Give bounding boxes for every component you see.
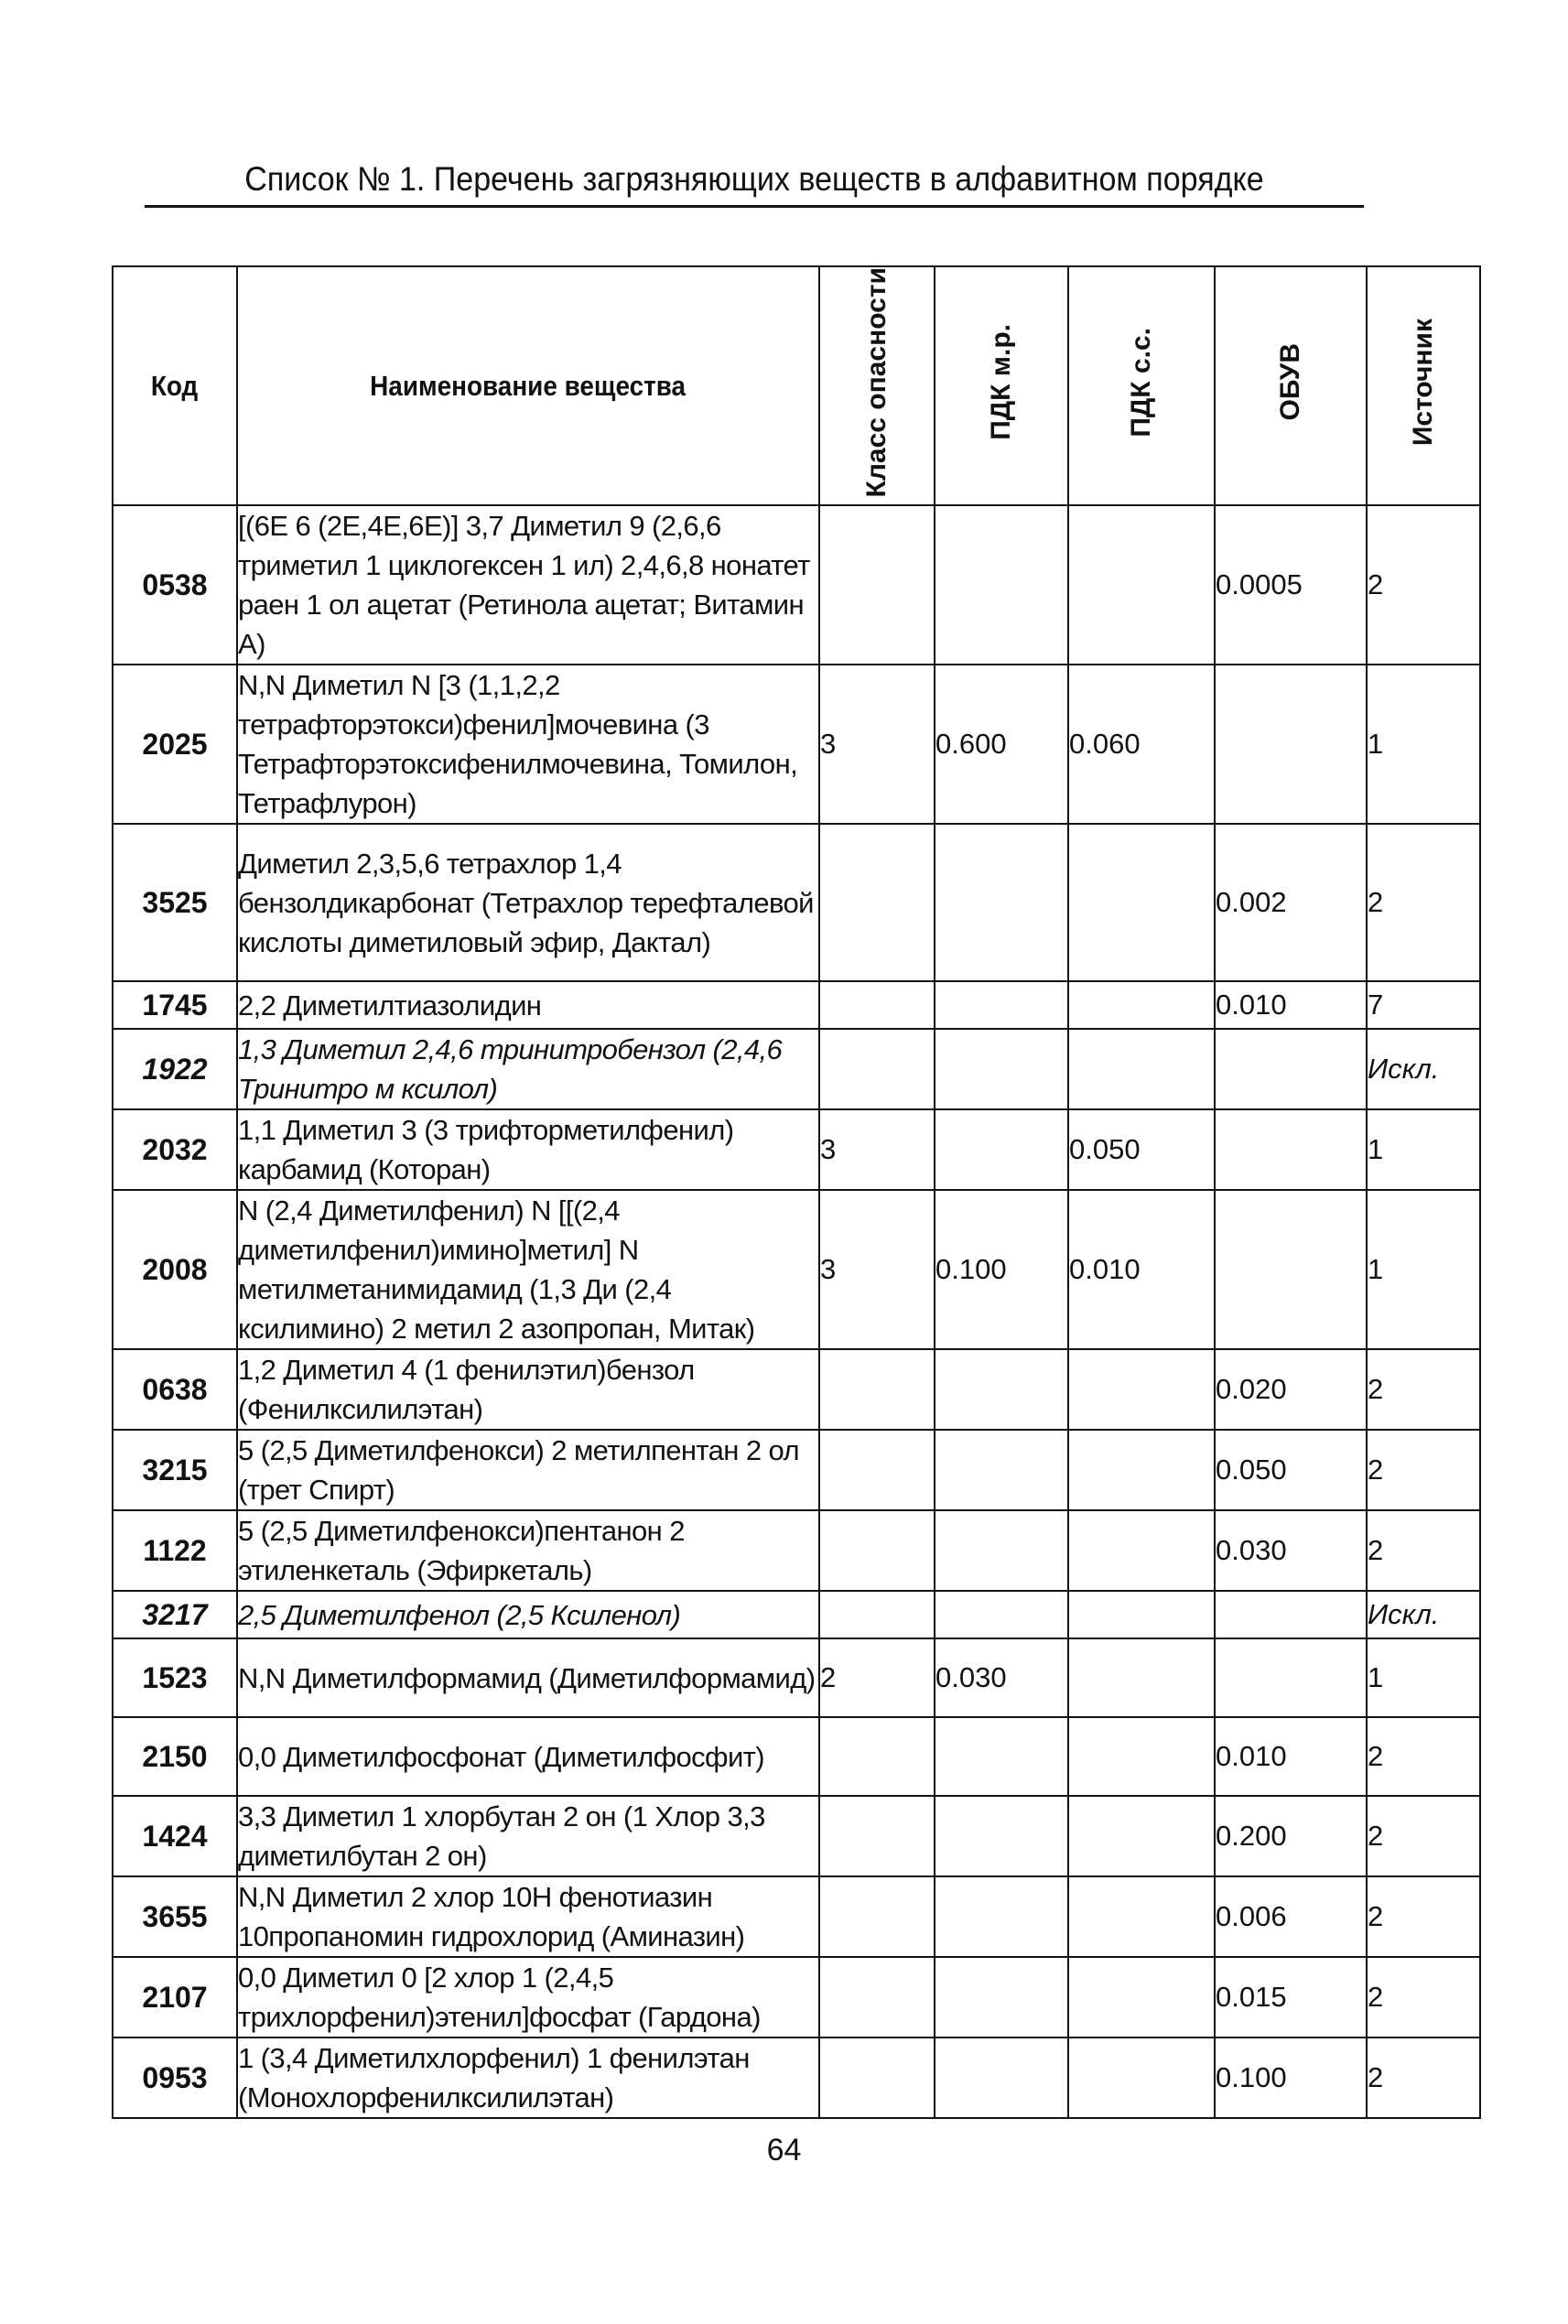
pdk-mr-value: 0.600 [935, 665, 1068, 824]
pdk-ss-value: 0.060 [1068, 665, 1215, 824]
obuv-value: 0.002 [1215, 824, 1367, 981]
pdk-ss-value [1068, 1638, 1215, 1717]
table-row [113, 1638, 1480, 1717]
pdk-mr-value [935, 981, 1068, 1029]
table-row [113, 1190, 1480, 1349]
col-header-pdk-mr: ПДК м.р. [935, 266, 1068, 505]
hazard-class-value: 3 [819, 1109, 935, 1190]
pdk-mr-value [935, 1957, 1068, 2038]
source-value: 1 [1367, 665, 1480, 824]
source-value: 2 [1367, 1349, 1480, 1430]
substance-code: 2032 [113, 1109, 237, 1190]
pdk-mr-value [935, 1510, 1068, 1591]
substance-code: 2150 [113, 1717, 237, 1796]
obuv-value: 0.0005 [1215, 505, 1367, 665]
substance-name: N,N Диметил N [3 (1,1,2,2 тетрафторэтокси)фенил]мочевина (3 Тетрафторэтоксифенилмочевина, Томилон, Тетрафлурон) [237, 665, 819, 824]
pdk-ss-value [1068, 2038, 1215, 2118]
col-header-pdk-ss: ПДК с.с. [1068, 266, 1215, 505]
substance-name: 5 (2,5 Диметилфенокси)пентанон 2 этиленкеталь (Эфиркеталь) [237, 1510, 819, 1591]
pdk-ss-value: 0.010 [1068, 1190, 1215, 1349]
pdk-ss-value [1068, 981, 1215, 1029]
pdk-mr-value [935, 1796, 1068, 1876]
obuv-value [1215, 1029, 1367, 1109]
obuv-value [1215, 1109, 1367, 1190]
table-row [113, 1876, 1480, 1957]
substance-code: 2025 [113, 665, 237, 824]
table-row [113, 824, 1480, 981]
source-value: 2 [1367, 1876, 1480, 1957]
substance-name: N,N Диметилформамид (Диметилформамид) [237, 1638, 819, 1717]
substance-code: 2008 [113, 1190, 237, 1349]
hazard-class-value: 2 [819, 1638, 935, 1717]
table-row [113, 1591, 1480, 1638]
source-value: 1 [1367, 1190, 1480, 1349]
obuv-value: 0.100 [1215, 2038, 1367, 2118]
table-row [113, 1349, 1480, 1430]
substance-name: 2,5 Диметилфенол (2,5 Ксиленол) [237, 1591, 819, 1638]
pdk-mr-value [935, 1029, 1068, 1109]
pdk-ss-value: 0.050 [1068, 1109, 1215, 1190]
pdk-ss-value [1068, 1430, 1215, 1510]
table-row [113, 1109, 1480, 1190]
substance-name: Диметил 2,3,5,6 тетрахлор 1,4 бензолдикарбонат (Тетрахлор терефталевой кислоты диметиловый эфир, Дактал) [237, 824, 819, 981]
substance-name: 1 (3,4 Диметилхлорфенил) 1 фенилэтан (Монохлорфенилксилилэтан) [237, 2038, 819, 2118]
pdk-ss-value [1068, 824, 1215, 981]
obuv-value: 0.010 [1215, 981, 1367, 1029]
table-row [113, 1510, 1480, 1591]
substance-code: 1922 [113, 1029, 237, 1109]
source-value: 2 [1367, 824, 1480, 981]
hazard-class-value [819, 1029, 935, 1109]
source-value: Искл. [1367, 1591, 1480, 1638]
table-body [113, 505, 1480, 2118]
substance-code: 0538 [113, 505, 237, 665]
obuv-value: 0.020 [1215, 1349, 1367, 1430]
substance-name: 1,2 Диметил 4 (1 фенилэтил)бензол (Фенилксилилэтан) [237, 1349, 819, 1430]
pdk-ss-value [1068, 1796, 1215, 1876]
substance-name: N (2,4 Диметилфенил) N [[(2,4 диметилфенил)имино]метил] N метилметанимидамид (1,3 Ди (2,4 ксилимино) 2 метил 2 азопропан, Митак) [237, 1190, 819, 1349]
substance-name: 0,0 Диметил 0 [2 хлор 1 (2,4,5 трихлорфенил)этенил]фосфат (Гардона) [237, 1957, 819, 2038]
hazard-class-value [819, 1349, 935, 1430]
table-row [113, 1957, 1480, 2038]
pdk-ss-value [1068, 1349, 1215, 1430]
pdk-ss-value [1068, 1510, 1215, 1591]
col-header-source: Источник [1367, 266, 1480, 505]
source-value: Искл. [1367, 1029, 1480, 1109]
hazard-class-value [819, 1591, 935, 1638]
table-row [113, 1717, 1480, 1796]
substance-name: 5 (2,5 Диметилфенокси) 2 метилпентан 2 ол (трет Спирт) [237, 1430, 819, 1510]
source-value: 2 [1367, 2038, 1480, 2118]
substance-code: 1745 [113, 981, 237, 1029]
substance-code: 2107 [113, 1957, 237, 2038]
substance-name: 2,2 Диметилтиазолидин [237, 981, 819, 1029]
pdk-mr-value [935, 1430, 1068, 1510]
substance-code: 0953 [113, 2038, 237, 2118]
col-header-name: Наименование вещества [237, 266, 819, 505]
obuv-value [1215, 1638, 1367, 1717]
hazard-class-value [819, 505, 935, 665]
obuv-value: 0.010 [1215, 1717, 1367, 1796]
obuv-value: 0.200 [1215, 1796, 1367, 1876]
table-row [113, 981, 1480, 1029]
hazard-class-value [819, 1796, 935, 1876]
substance-name: [(6E 6 (2E,4E,6E)] 3,7 Диметил 9 (2,6,6 триметил 1 циклогексен 1 ил) 2,4,6,8 нонатет раен 1 ол ацетат (Ретинола ацетат; Витамин А) [237, 505, 819, 665]
substance-name: 1,3 Диметил 2,4,6 тринитробензол (2,4,6 Тринитро м ксилол) [237, 1029, 819, 1109]
hazard-class-value [819, 1957, 935, 2038]
source-value: 2 [1367, 1796, 1480, 1876]
hazard-class-value: 3 [819, 1190, 935, 1349]
substance-name: 0,0 Диметилфосфонат (Диметилфосфит) [237, 1717, 819, 1796]
source-value: 2 [1367, 1717, 1480, 1796]
hazard-class-value [819, 1876, 935, 1957]
pdk-mr-value [935, 505, 1068, 665]
hazard-class-value [819, 824, 935, 981]
source-value: 2 [1367, 1957, 1480, 2038]
pdk-mr-value [935, 824, 1068, 981]
pdk-mr-value [935, 2038, 1068, 2118]
hazard-class-value [819, 1510, 935, 1591]
pdk-mr-value: 0.100 [935, 1190, 1068, 1349]
obuv-value: 0.050 [1215, 1430, 1367, 1510]
obuv-value [1215, 1190, 1367, 1349]
page-header: Список № 1. Перечень загрязняющих веществ в алфавитном порядке [145, 154, 1364, 208]
table-row [113, 1430, 1480, 1510]
substance-code: 1424 [113, 1796, 237, 1876]
source-value: 2 [1367, 1510, 1480, 1591]
pdk-mr-value [935, 1876, 1068, 1957]
table-row [113, 505, 1480, 665]
table-row [113, 665, 1480, 824]
pdk-ss-value [1068, 505, 1215, 665]
source-value: 7 [1367, 981, 1480, 1029]
substance-name: 3,3 Диметил 1 хлорбутан 2 он (1 Хлор 3,3 диметилбутан 2 он) [237, 1796, 819, 1876]
table-row [113, 1796, 1480, 1876]
pdk-ss-value [1068, 1717, 1215, 1796]
substance-name: N,N Диметил 2 хлор 10Н фенотиазин 10пропаномин гидрохлорид (Аминазин) [237, 1876, 819, 1957]
obuv-value [1215, 1591, 1367, 1638]
hazard-class-value [819, 2038, 935, 2118]
col-header-hazard-class: Класс опасности [819, 266, 935, 505]
hazard-class-value [819, 1717, 935, 1796]
obuv-value: 0.006 [1215, 1876, 1367, 1957]
source-value: 1 [1367, 1109, 1480, 1190]
source-value: 2 [1367, 1430, 1480, 1510]
hazard-class-value [819, 981, 935, 1029]
pdk-mr-value [935, 1717, 1068, 1796]
substance-code: 3215 [113, 1430, 237, 1510]
substance-code: 1523 [113, 1638, 237, 1717]
table-row [113, 1029, 1480, 1109]
pdk-mr-value [935, 1591, 1068, 1638]
hazard-class-value: 3 [819, 665, 935, 824]
hazard-class-value [819, 1430, 935, 1510]
table-row [113, 2038, 1480, 2118]
obuv-value: 0.015 [1215, 1957, 1367, 2038]
header-row [113, 266, 1480, 505]
source-value: 2 [1367, 505, 1480, 665]
substance-name: 1,1 Диметил 3 (3 трифторметилфенил) карбамид (Которан) [237, 1109, 819, 1190]
obuv-value [1215, 665, 1367, 824]
pdk-mr-value [935, 1349, 1068, 1430]
substances-table [112, 265, 1481, 2119]
col-header-obuv: ОБУВ [1215, 266, 1367, 505]
substance-code: 3217 [113, 1591, 237, 1638]
substance-code: 3525 [113, 824, 237, 981]
pdk-ss-value [1068, 1029, 1215, 1109]
source-value: 1 [1367, 1638, 1480, 1717]
col-header-code: Код [113, 266, 237, 505]
substance-code: 1122 [113, 1510, 237, 1591]
substance-code: 0638 [113, 1349, 237, 1430]
pdk-ss-value [1068, 1876, 1215, 1957]
pdk-ss-value [1068, 1957, 1215, 2038]
page-number: 64 [766, 2133, 802, 2167]
pdk-ss-value [1068, 1591, 1215, 1638]
substance-code: 3655 [113, 1876, 237, 1957]
pdk-mr-value: 0.030 [935, 1638, 1068, 1717]
obuv-value: 0.030 [1215, 1510, 1367, 1591]
pdk-mr-value [935, 1109, 1068, 1190]
